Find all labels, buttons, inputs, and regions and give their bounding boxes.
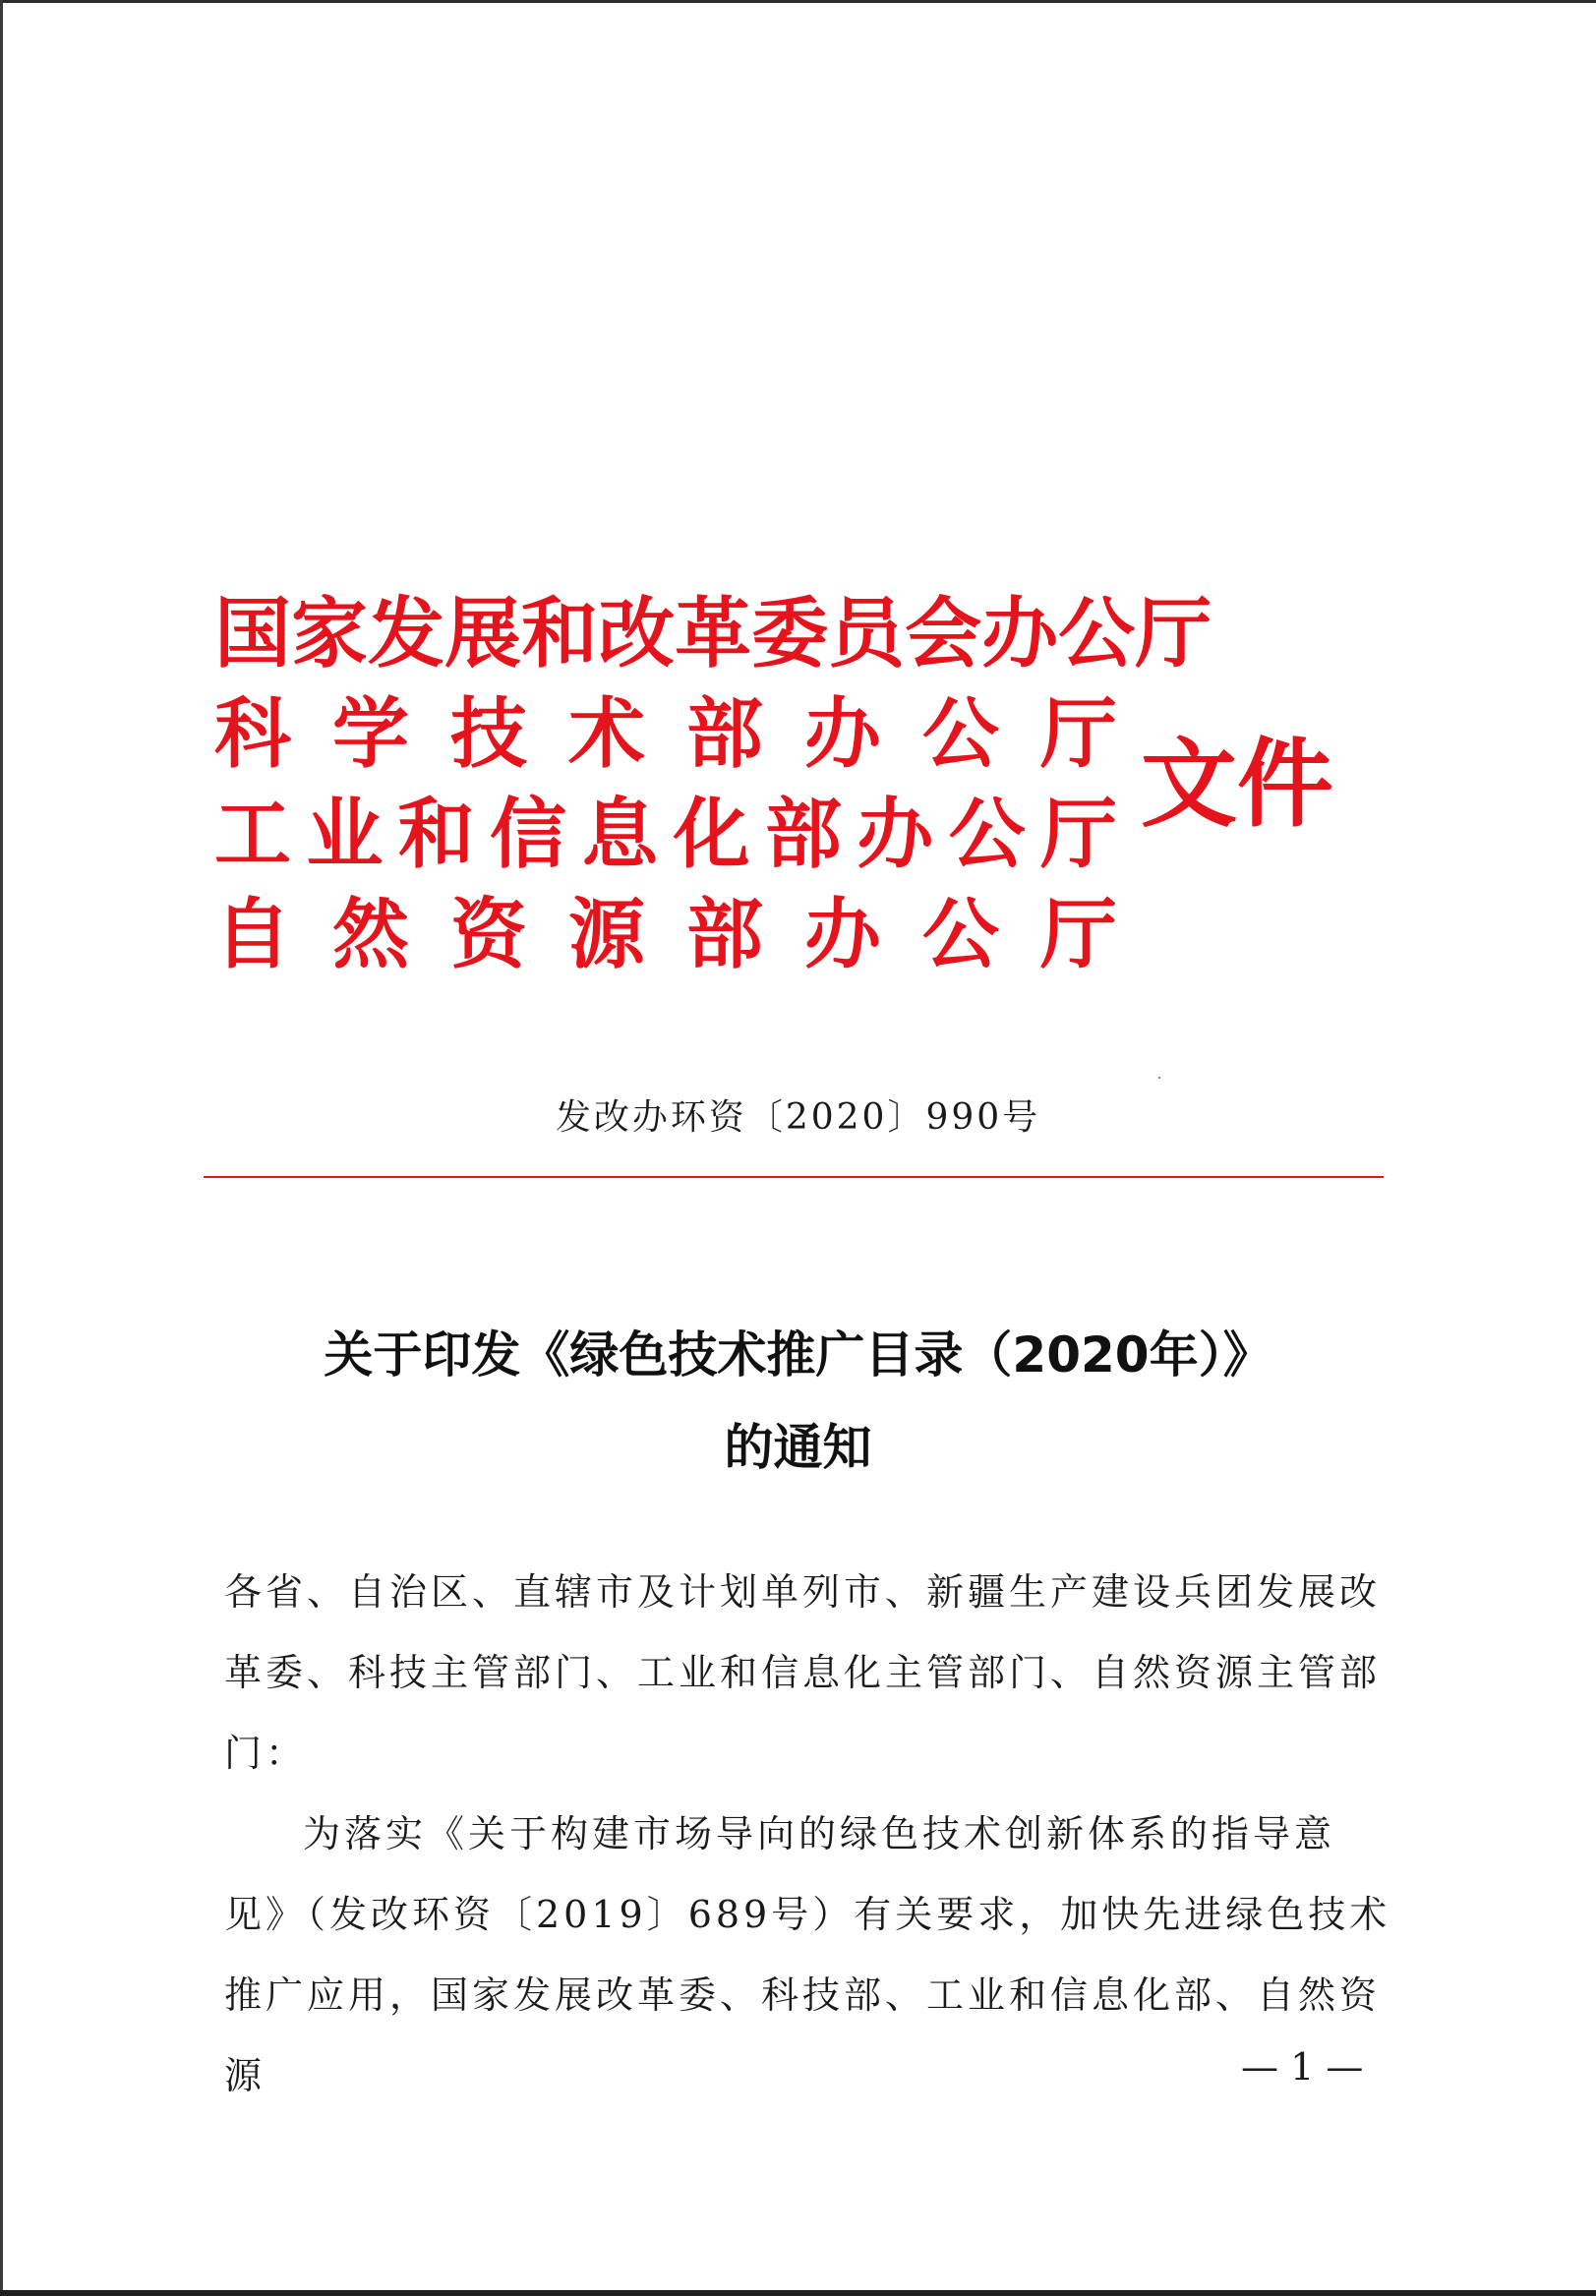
issuer-line-2 [214, 685, 1117, 784]
issuer-char: 家 [291, 589, 369, 678]
issuer-char: 学 [331, 689, 409, 779]
scan-edge-bottom [0, 2290, 1596, 2296]
issuer-char: 公 [921, 689, 999, 779]
scan-speck [1158, 1077, 1160, 1079]
issuer-char: 厅 [1039, 689, 1117, 779]
issuer-char: 化 [673, 790, 750, 879]
issuer-char: 部 [685, 890, 763, 979]
issuer-char: 公 [921, 890, 999, 979]
issuer-header [214, 585, 1212, 986]
document-number: 发改办环资〔2020〕990号 [555, 1097, 1041, 1138]
issuer-char: 技 [449, 689, 527, 779]
issuer-char: 办 [981, 589, 1059, 678]
issuer-char: 公 [948, 790, 1026, 879]
issuer-char: 资 [449, 890, 527, 979]
issuer-char: 息 [581, 790, 659, 879]
page-number: — 1 — [1241, 2045, 1364, 2089]
issuer-char: 展 [444, 589, 522, 678]
issuer-char: 信 [489, 790, 566, 879]
issuer-char: 术 [567, 689, 645, 779]
issuer-char: 部 [764, 790, 842, 879]
issuer-suffix: 文件 [1141, 728, 1334, 841]
issuer-char: 会 [905, 589, 982, 678]
issuer-char: 然 [331, 890, 409, 979]
issuer-line-4 [214, 886, 1117, 984]
salutation: 各省、自治区、直辖市及计划单列市、新疆生产建设兵团发展改革委、科技主管部门、工业和信息化主管部门、自然资源主管部门： [224, 1570, 1382, 1775]
issuer-char: 改 [598, 589, 676, 678]
issuer-char: 和 [397, 790, 475, 879]
scan-edge-left [0, 0, 3, 2296]
issuer-char: 厅 [1039, 790, 1117, 879]
issuer-char: 办 [803, 890, 881, 979]
document-title-line-1: 关于印发《绿色技术推广目录（2020年）》 [324, 1326, 1272, 1383]
issuer-char: 厅 [1039, 890, 1117, 979]
issuer-char: 自 [214, 890, 292, 979]
issuer-char: 发 [368, 589, 445, 678]
document-title-line-2: 的通知 [724, 1419, 872, 1476]
issuer-char: 业 [306, 790, 384, 879]
issuer-char: 办 [803, 689, 881, 779]
issuer-char: 国 [214, 589, 292, 678]
issuer-char: 办 [857, 790, 934, 879]
issuer-char: 员 [828, 589, 906, 678]
issuer-char: 科 [214, 689, 292, 779]
issuer-char: 厅 [1135, 589, 1212, 678]
issuer-char: 革 [675, 589, 752, 678]
issuer-char: 源 [567, 890, 645, 979]
body-paragraph: 为落实《关于构建市场导向的绿色技术创新体系的指导意见》（发改环资〔2019〕689号）有关要求，加快先进绿色技术推广应用，国家发展改革委、科技部、工业和信息化部、自然资源 [224, 1812, 1391, 2097]
issuer-char: 公 [1058, 589, 1136, 678]
issuer-char: 委 [751, 589, 829, 678]
red-separator-rule [204, 1176, 1384, 1178]
issuer-char: 工 [214, 790, 292, 879]
issuer-line-1 [214, 585, 1212, 683]
issuer-char: 部 [685, 689, 763, 779]
issuer-char: 和 [521, 589, 599, 678]
issuer-line-3 [214, 786, 1117, 884]
scan-edge-top [0, 0, 1596, 3]
